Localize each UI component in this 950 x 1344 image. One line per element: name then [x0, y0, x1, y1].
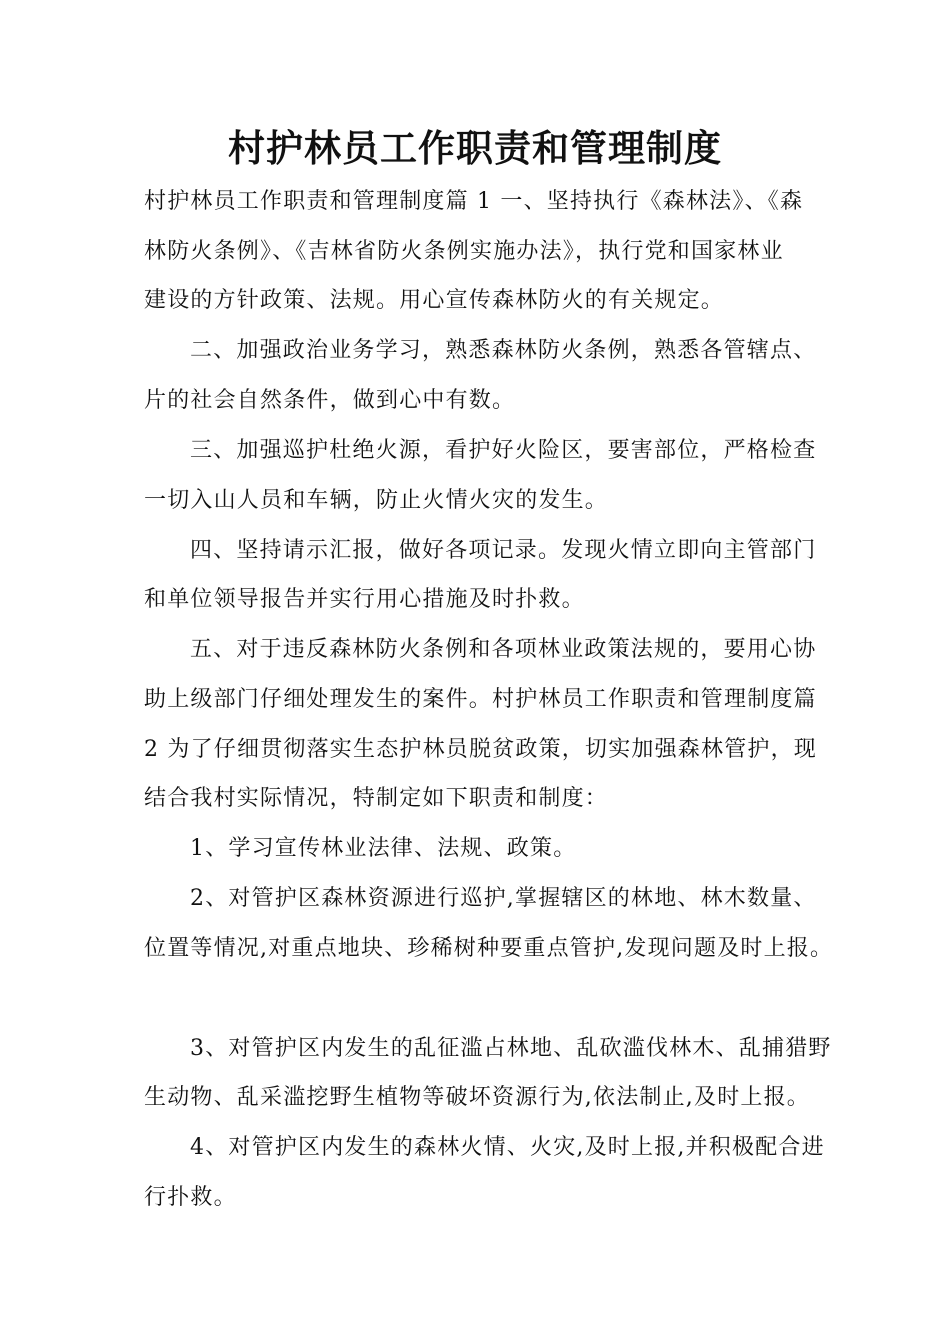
body-line: 结合我村实际情况，特制定如下职责和制度： [144, 786, 609, 811]
body-line: 二、加强政治业务学习，熟悉森林防火条例，熟悉各管辖点、 [190, 338, 817, 363]
body-line: 1、学习宣传林业法律、法规、政策。 [190, 836, 577, 861]
body-line: 片的社会自然条件，做到心中有数。 [144, 388, 516, 413]
body-line: 村护林员工作职责和管理制度篇 1 一、坚持执行《森林法》、《森 [144, 189, 804, 214]
body-line: 四、坚持请示汇报，做好各项记录。发现火情立即向主管部门 [190, 538, 817, 563]
body-line: 林防火条例》、《吉林省防火条例实施办法》，执行党和国家林业 [144, 239, 784, 264]
body-line: 五、对于违反森林防火条例和各项林业政策法规的，要用心协 [190, 637, 817, 662]
body-line: 助上级部门仔细处理发生的案件。村护林员工作职责和管理制度篇 [144, 687, 817, 712]
body-line: 2、对管护区森林资源进行巡护,掌握辖区的林地、林木数量、 [190, 886, 817, 911]
body-line: 行扑救。 [144, 1185, 237, 1210]
body-line: 2 为了仔细贯彻落实生态护林员脱贫政策，切实加强森林管护，现 [144, 737, 817, 762]
body-line: 生动物、乱采滥挖野生植物等破坏资源行为,依法制止,及时上报。 [144, 1085, 810, 1110]
body-line: 一切入山人员和车辆，防止火情火灾的发生。 [144, 488, 609, 513]
body-line: 三、加强巡护杜绝火源，看护好火险区，要害部位，严格检查 [190, 438, 817, 463]
body-line: 位置等情况,对重点地块、珍稀树种要重点管护,发现问题及时上报。 [144, 936, 834, 961]
body-line: 3、对管护区内发生的乱征滥占林地、乱砍滥伐林木、乱捕猎野 [190, 1036, 832, 1061]
body-line: 和单位领导报告并实行用心措施及时扑救。 [144, 587, 585, 612]
body-line: 建设的方针政策、法规。用心宣传森林防火的有关规定。 [144, 288, 725, 313]
body-line: 4、对管护区内发生的森林火情、火灾,及时上报,并积极配合进 [190, 1135, 825, 1160]
document-title: 村护林员工作职责和管理制度 [228, 127, 722, 170]
